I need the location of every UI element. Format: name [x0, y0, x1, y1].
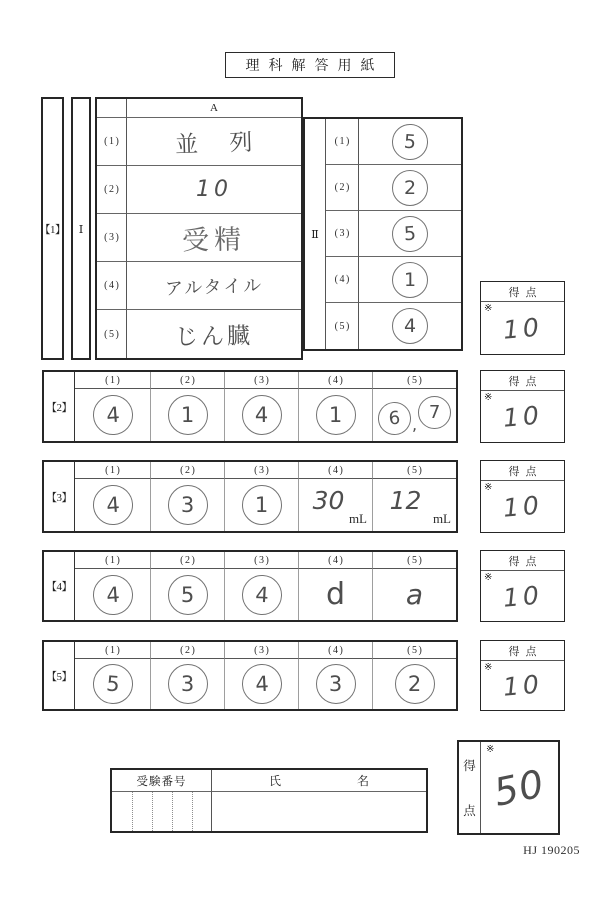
s2-answer-5-separator: , [411, 414, 418, 434]
s2-answer-5-second: 7 [418, 396, 451, 429]
section4-label: 【4】 [44, 552, 75, 620]
section2-score-mark: ※ [484, 392, 493, 403]
s3-answer-2-cell [151, 479, 225, 531]
section5-score-header: 得点 [481, 641, 564, 661]
section1-label: 【1】 [39, 223, 66, 236]
s1p1-row4-no: (4) [97, 262, 127, 310]
s1p2-row4-answer: 1 [392, 262, 428, 298]
s1p1-row5-answer: じん臓 [174, 322, 254, 351]
name-header-first: 氏 [268, 774, 281, 788]
s1p2-row3-answer: 5 [391, 215, 429, 253]
s4-answer-5: a [405, 578, 424, 611]
name-header [212, 770, 426, 792]
s4-header-3: (3) [225, 552, 299, 569]
s3-header-5: (5) [373, 462, 456, 479]
s1p1-row1-answer-cell [127, 118, 301, 166]
s1p2-row1-answer-cell [359, 119, 461, 165]
s1p2-row5-answer-cell [359, 303, 461, 349]
s2-answer-2: 1 [168, 395, 208, 435]
s1p2-row5-no: (5) [326, 303, 359, 349]
s5-answer-1: 5 [91, 662, 134, 705]
s2-header-5: (5) [373, 372, 456, 389]
s5-answer-2-cell [151, 659, 225, 709]
s5-header-4: (4) [299, 642, 373, 659]
s2-answer-1-cell [75, 389, 151, 441]
s1p2-row1-answer: 5 [391, 122, 429, 160]
s3-answer-5-cell [373, 479, 456, 531]
s3-answer-1: 4 [91, 484, 134, 527]
page-title: 理科解答用紙 [245, 59, 384, 74]
section1-part1-table [95, 97, 303, 360]
section1-score-box [480, 281, 565, 355]
section4-score-mark: ※ [484, 572, 493, 583]
section1-score-mark: ※ [484, 303, 493, 314]
s5-header-5: (5) [373, 642, 456, 659]
s1p1-row3-no: (3) [97, 214, 127, 262]
s1p2-row2-answer: 2 [392, 170, 428, 206]
s3-answer-3-cell [225, 479, 299, 531]
s2-header-3: (3) [225, 372, 299, 389]
section3-label: 【3】 [44, 462, 75, 531]
section4-score-value: 10 [501, 579, 544, 613]
s4-answer-5-cell [373, 569, 456, 620]
s3-answer-1-cell [75, 479, 151, 531]
section3-score-body [481, 481, 564, 532]
section4-table [42, 550, 458, 622]
s5-answer-4-cell [299, 659, 373, 709]
s1p2-row3-answer-cell [359, 211, 461, 257]
section5-score-mark: ※ [484, 662, 493, 673]
total-score-body [481, 742, 558, 833]
section2-score-body [481, 391, 564, 442]
s1p2-row4-no: (4) [326, 257, 359, 303]
s2-answer-3: 4 [242, 395, 282, 435]
s1p2-row2-answer-cell [359, 165, 461, 211]
s1p1-row2-answer: 10 [196, 177, 232, 202]
s4-answer-2: 5 [168, 575, 208, 615]
s2-answer-3-cell [225, 389, 299, 441]
section1-part1-label-box [71, 97, 91, 360]
s5-answer-2: 3 [168, 664, 208, 704]
section5-score-body [481, 661, 564, 710]
s3-header-2: (2) [151, 462, 225, 479]
s1p2-row5-answer: 4 [392, 308, 428, 344]
total-label-char-2: 点 [463, 804, 476, 818]
s4-header-2: (2) [151, 552, 225, 569]
name-header-second: 名 [357, 774, 370, 788]
s2-answer-2-cell [151, 389, 225, 441]
s4-answer-1-cell [75, 569, 151, 620]
s1p2-row3-no: (3) [326, 211, 359, 257]
s5-answer-5-cell [373, 659, 456, 709]
s5-answer-1-cell [75, 659, 151, 709]
section1-part2-label: Ⅱ [305, 119, 326, 349]
s1p1-row2-no: (2) [97, 166, 127, 214]
section3-score-value: 10 [501, 490, 544, 523]
s4-answer-3-cell [225, 569, 299, 620]
section2-score-value: 10 [501, 400, 544, 433]
section4-score-header: 得点 [481, 551, 564, 571]
total-score-label [459, 742, 481, 833]
s4-answer-1: 4 [91, 573, 134, 616]
section5-table [42, 640, 458, 711]
section1-score-body [481, 302, 564, 354]
s3-answer-2: 3 [168, 485, 208, 525]
s1p1-row3-answer-cell [127, 214, 301, 262]
s1p1-row3-answer: 受精 [181, 224, 247, 257]
s5-answer-3-cell [225, 659, 299, 709]
section4-score-box [480, 550, 565, 622]
section3-table [42, 460, 458, 533]
s2-answer-5-cell [373, 389, 456, 441]
s1p1-row4-answer: アルタイル [164, 274, 264, 300]
s5-answer-3: 4 [240, 663, 282, 705]
s5-answer-4: 3 [316, 664, 356, 704]
s5-header-1: (1) [75, 642, 151, 659]
s3-answer-4-cell [299, 479, 373, 531]
s1p1-row4-answer-cell [127, 262, 301, 310]
s1p1-column-header: A [127, 99, 301, 118]
title-box [225, 52, 395, 78]
section5-label: 【5】 [44, 642, 75, 709]
s3-answer-4-value: 30 [312, 485, 345, 515]
number-divider [132, 792, 133, 831]
total-label-char-1: 得 [463, 759, 476, 773]
total-score-box [457, 740, 560, 835]
s3-header-3: (3) [225, 462, 299, 479]
s3-header-1: (1) [75, 462, 151, 479]
s4-header-1: (1) [75, 552, 151, 569]
s2-answer-5-pair [378, 399, 451, 432]
section3-score-header: 得点 [481, 461, 564, 481]
s2-answer-4-cell [299, 389, 373, 441]
s2-header-2: (2) [151, 372, 225, 389]
s4-answer-4: d [325, 577, 346, 612]
form-code: HJ 190205 [523, 843, 580, 857]
total-score-mark: ※ [486, 744, 495, 755]
section3-score-mark: ※ [484, 482, 493, 493]
s5-answer-5: 2 [395, 664, 435, 704]
section2-label: 【2】 [44, 372, 75, 441]
section1-part1-label: Ⅰ [78, 223, 84, 236]
examinee-number-header: 受験番号 [112, 770, 212, 792]
s1p2-row4-answer-cell [359, 257, 461, 303]
s5-header-3: (3) [225, 642, 299, 659]
examinee-table [110, 768, 428, 833]
number-divider [172, 792, 173, 831]
s3-answer-5-unit: mL [432, 511, 451, 526]
s1p1-row1-answer: 並 列 [175, 129, 266, 159]
s3-answer-5-value: 12 [389, 485, 422, 515]
s1p2-row2-no: (2) [326, 165, 359, 211]
section1-score-value: 10 [501, 311, 544, 345]
section3-score-box [480, 460, 565, 533]
s3-header-4: (4) [299, 462, 373, 479]
examinee-number-field [112, 792, 212, 831]
s1p1-header-spacer [97, 99, 127, 118]
number-divider [192, 792, 193, 831]
s4-answer-3: 4 [240, 573, 282, 615]
s2-header-4: (4) [299, 372, 373, 389]
s1p1-row5-no: (5) [97, 310, 127, 358]
s2-answer-4: 1 [316, 395, 356, 435]
section1-score-header: 得点 [481, 282, 564, 302]
section2-table [42, 370, 458, 443]
section5-score-box [480, 640, 565, 711]
s3-answer-4-unit: mL [348, 511, 367, 526]
total-score-value: 50 [490, 760, 549, 815]
number-divider [152, 792, 153, 831]
s3-answer-3: 1 [242, 485, 282, 525]
s4-header-5: (5) [373, 552, 456, 569]
section5-score-value: 10 [501, 669, 544, 702]
section1-part2-table [303, 117, 463, 351]
name-field [212, 792, 426, 831]
s1p1-row5-answer-cell [127, 310, 301, 358]
s2-header-1: (1) [75, 372, 151, 389]
s1p2-row1-no: (1) [326, 119, 359, 165]
s4-answer-2-cell [151, 569, 225, 620]
section4-score-body [481, 571, 564, 621]
s1p1-row1-no: (1) [97, 118, 127, 166]
section2-score-header: 得点 [481, 371, 564, 391]
s2-answer-1: 4 [91, 394, 134, 437]
section1-label-box [41, 97, 64, 360]
s4-answer-4-cell [299, 569, 373, 620]
s1p1-row2-answer-cell [127, 166, 301, 214]
section2-score-box [480, 370, 565, 443]
s2-answer-5-first: 6 [377, 400, 413, 436]
s5-header-2: (2) [151, 642, 225, 659]
s4-header-4: (4) [299, 552, 373, 569]
